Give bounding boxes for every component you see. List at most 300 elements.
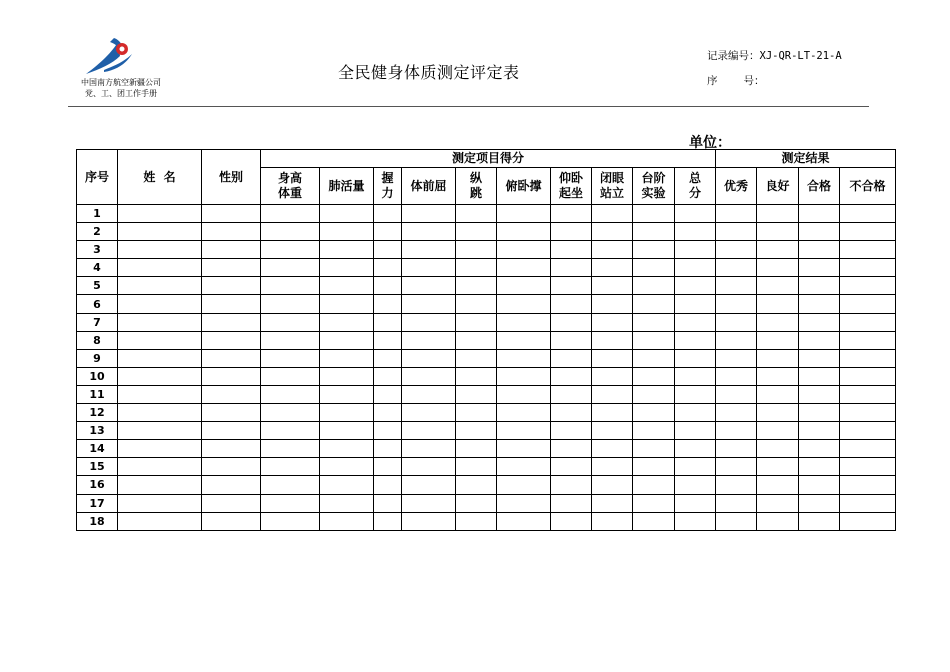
table-cell[interactable] — [202, 512, 261, 530]
table-cell[interactable] — [202, 458, 261, 476]
table-cell[interactable] — [456, 440, 497, 458]
table-cell[interactable] — [757, 349, 799, 367]
table-cell[interactable] — [633, 476, 675, 494]
table-cell[interactable] — [840, 277, 896, 295]
table-cell[interactable] — [497, 494, 551, 512]
table-cell[interactable] — [497, 259, 551, 277]
table-cell[interactable] — [757, 422, 799, 440]
table-cell[interactable] — [402, 458, 456, 476]
table-cell[interactable] — [551, 476, 592, 494]
table-cell[interactable] — [320, 367, 374, 385]
table-cell[interactable] — [675, 295, 716, 313]
item-total: 总 分 — [675, 168, 716, 205]
table-cell[interactable] — [840, 313, 896, 331]
table-cell[interactable] — [592, 223, 633, 241]
table-cell[interactable] — [675, 259, 716, 277]
table-cell[interactable] — [497, 277, 551, 295]
table-cell[interactable] — [202, 295, 261, 313]
table-cell[interactable] — [757, 512, 799, 530]
table-cell[interactable] — [840, 349, 896, 367]
table-cell[interactable] — [840, 367, 896, 385]
table-cell[interactable] — [202, 385, 261, 403]
table-cell[interactable] — [551, 205, 592, 223]
table-cell[interactable] — [716, 512, 757, 530]
table-cell[interactable] — [799, 512, 840, 530]
table-cell[interactable] — [374, 259, 402, 277]
table-cell[interactable] — [840, 259, 896, 277]
table-cell[interactable] — [799, 259, 840, 277]
table-cell[interactable] — [633, 223, 675, 241]
table-cell[interactable] — [402, 404, 456, 422]
table-cell[interactable] — [840, 241, 896, 259]
table-cell[interactable] — [118, 367, 202, 385]
table-cell[interactable] — [551, 422, 592, 440]
table-cell[interactable] — [402, 385, 456, 403]
table-cell[interactable] — [551, 331, 592, 349]
table-cell[interactable] — [675, 277, 716, 295]
table-cell[interactable] — [456, 494, 497, 512]
table-cell[interactable] — [675, 422, 716, 440]
table-cell[interactable] — [592, 404, 633, 422]
table-cell[interactable] — [374, 313, 402, 331]
table-cell[interactable] — [202, 404, 261, 422]
table-cell[interactable] — [456, 476, 497, 494]
table-cell[interactable] — [633, 385, 675, 403]
table-cell[interactable] — [840, 205, 896, 223]
table-cell[interactable] — [374, 295, 402, 313]
table-cell[interactable] — [402, 512, 456, 530]
table-cell[interactable] — [118, 295, 202, 313]
table-cell[interactable] — [716, 404, 757, 422]
table-cell[interactable] — [402, 205, 456, 223]
table-cell[interactable] — [456, 313, 497, 331]
table-cell[interactable] — [118, 404, 202, 422]
table-cell[interactable] — [840, 440, 896, 458]
table-cell[interactable] — [675, 331, 716, 349]
table-cell[interactable] — [261, 385, 320, 403]
table-row — [77, 367, 896, 385]
table-cell[interactable] — [716, 295, 757, 313]
table-cell[interactable] — [716, 223, 757, 241]
table-cell[interactable] — [757, 385, 799, 403]
table-cell[interactable] — [118, 349, 202, 367]
table-cell[interactable] — [374, 205, 402, 223]
table-cell[interactable] — [320, 476, 374, 494]
table-cell[interactable] — [675, 313, 716, 331]
table-cell[interactable] — [118, 331, 202, 349]
table-cell[interactable] — [633, 205, 675, 223]
table-cell[interactable] — [202, 422, 261, 440]
row-number: 8 — [77, 331, 118, 349]
row-number: 10 — [77, 367, 118, 385]
table-cell[interactable] — [402, 331, 456, 349]
table-cell[interactable] — [202, 277, 261, 295]
table-cell[interactable] — [402, 349, 456, 367]
table-cell[interactable] — [757, 241, 799, 259]
table-cell[interactable] — [716, 476, 757, 494]
table-cell[interactable] — [757, 277, 799, 295]
table-cell[interactable] — [320, 295, 374, 313]
table-cell[interactable] — [633, 494, 675, 512]
table-cell[interactable] — [840, 422, 896, 440]
table-cell[interactable] — [716, 494, 757, 512]
table-cell[interactable] — [456, 458, 497, 476]
table-cell[interactable] — [320, 241, 374, 259]
table-cell[interactable] — [497, 241, 551, 259]
table-cell[interactable] — [633, 277, 675, 295]
table-cell[interactable] — [374, 404, 402, 422]
table-cell[interactable] — [592, 277, 633, 295]
table-cell[interactable] — [374, 241, 402, 259]
table-cell[interactable] — [456, 349, 497, 367]
table-cell[interactable] — [456, 277, 497, 295]
table-cell[interactable] — [497, 223, 551, 241]
table-cell[interactable] — [799, 313, 840, 331]
table-cell[interactable] — [757, 223, 799, 241]
table-cell[interactable] — [261, 440, 320, 458]
table-cell[interactable] — [592, 259, 633, 277]
table-cell[interactable] — [320, 259, 374, 277]
table-cell[interactable] — [551, 277, 592, 295]
table-cell[interactable] — [551, 349, 592, 367]
table-cell[interactable] — [497, 385, 551, 403]
table-row — [77, 241, 896, 259]
table-cell[interactable] — [799, 385, 840, 403]
table-cell[interactable] — [716, 440, 757, 458]
table-cell[interactable] — [675, 349, 716, 367]
table-cell[interactable] — [374, 422, 402, 440]
table-row — [77, 295, 896, 313]
table-cell[interactable] — [716, 241, 757, 259]
table-cell[interactable] — [402, 422, 456, 440]
table-cell[interactable] — [633, 295, 675, 313]
table-cell[interactable] — [716, 259, 757, 277]
table-cell[interactable] — [202, 367, 261, 385]
table-cell[interactable] — [551, 458, 592, 476]
table-cell[interactable] — [261, 404, 320, 422]
table-cell[interactable] — [716, 331, 757, 349]
table-cell[interactable] — [118, 277, 202, 295]
table-cell[interactable] — [675, 512, 716, 530]
table-cell[interactable] — [799, 205, 840, 223]
table-cell[interactable] — [799, 404, 840, 422]
table-cell[interactable] — [118, 494, 202, 512]
item-vertical-jump: 纵 跳 — [456, 168, 497, 205]
table-cell[interactable] — [675, 241, 716, 259]
table-cell[interactable] — [497, 313, 551, 331]
table-cell[interactable] — [261, 422, 320, 440]
table-cell[interactable] — [840, 404, 896, 422]
table-cell[interactable] — [456, 404, 497, 422]
table-cell[interactable] — [456, 512, 497, 530]
table-cell[interactable] — [261, 349, 320, 367]
table-cell[interactable] — [592, 331, 633, 349]
table-cell[interactable] — [118, 440, 202, 458]
table-cell[interactable] — [402, 494, 456, 512]
table-row — [77, 440, 896, 458]
table-cell[interactable] — [320, 313, 374, 331]
table-cell[interactable] — [261, 494, 320, 512]
table-cell[interactable] — [592, 313, 633, 331]
table-cell[interactable] — [551, 440, 592, 458]
table-cell[interactable] — [633, 241, 675, 259]
table-cell[interactable] — [497, 331, 551, 349]
table-cell[interactable] — [675, 205, 716, 223]
table-cell[interactable] — [799, 331, 840, 349]
item-situp: 仰卧 起坐 — [551, 168, 592, 205]
table-cell[interactable] — [675, 458, 716, 476]
table-cell[interactable] — [497, 205, 551, 223]
table-cell[interactable] — [261, 476, 320, 494]
table-cell[interactable] — [497, 458, 551, 476]
table-cell[interactable] — [261, 512, 320, 530]
table-cell[interactable] — [118, 205, 202, 223]
table-cell[interactable] — [633, 422, 675, 440]
table-cell[interactable] — [402, 367, 456, 385]
table-cell[interactable] — [633, 331, 675, 349]
table-cell[interactable] — [840, 476, 896, 494]
table-cell[interactable] — [497, 512, 551, 530]
table-cell[interactable] — [202, 259, 261, 277]
table-cell[interactable] — [799, 295, 840, 313]
table-cell[interactable] — [633, 349, 675, 367]
table-cell[interactable] — [261, 223, 320, 241]
table-cell[interactable] — [675, 440, 716, 458]
table-cell[interactable] — [202, 331, 261, 349]
table-cell[interactable] — [716, 458, 757, 476]
table-cell[interactable] — [757, 259, 799, 277]
table-cell[interactable] — [202, 205, 261, 223]
table-cell[interactable] — [320, 458, 374, 476]
table-cell[interactable] — [757, 476, 799, 494]
table-cell[interactable] — [592, 385, 633, 403]
table-cell[interactable] — [840, 385, 896, 403]
table-cell[interactable] — [840, 295, 896, 313]
table-cell[interactable] — [799, 422, 840, 440]
table-cell[interactable] — [202, 223, 261, 241]
table-cell[interactable] — [202, 349, 261, 367]
table-cell[interactable] — [456, 331, 497, 349]
table-cell[interactable] — [320, 440, 374, 458]
table-cell[interactable] — [261, 367, 320, 385]
table-cell[interactable] — [402, 277, 456, 295]
table-cell[interactable] — [118, 458, 202, 476]
table-cell[interactable] — [840, 458, 896, 476]
table-cell[interactable] — [675, 476, 716, 494]
table-cell[interactable] — [633, 458, 675, 476]
table-cell[interactable] — [592, 440, 633, 458]
table-cell[interactable] — [456, 259, 497, 277]
table-cell[interactable] — [497, 404, 551, 422]
table-cell[interactable] — [757, 295, 799, 313]
table-cell[interactable] — [716, 422, 757, 440]
table-cell[interactable] — [675, 223, 716, 241]
table-cell[interactable] — [202, 241, 261, 259]
table-cell[interactable] — [320, 404, 374, 422]
table-cell[interactable] — [799, 494, 840, 512]
table-cell[interactable] — [320, 349, 374, 367]
table-cell[interactable] — [402, 313, 456, 331]
table-cell[interactable] — [202, 476, 261, 494]
table-cell[interactable] — [633, 512, 675, 530]
table-cell[interactable] — [118, 385, 202, 403]
table-cell[interactable] — [497, 476, 551, 494]
table-cell[interactable] — [675, 494, 716, 512]
table-cell[interactable] — [592, 205, 633, 223]
table-cell[interactable] — [592, 494, 633, 512]
table-cell[interactable] — [840, 223, 896, 241]
table-cell[interactable] — [118, 313, 202, 331]
table-cell[interactable] — [633, 367, 675, 385]
table-cell[interactable] — [633, 404, 675, 422]
table-cell[interactable] — [551, 404, 592, 422]
table-cell[interactable] — [320, 205, 374, 223]
table-cell[interactable] — [633, 259, 675, 277]
table-cell[interactable] — [497, 349, 551, 367]
table-cell[interactable] — [716, 385, 757, 403]
table-cell[interactable] — [456, 241, 497, 259]
table-cell[interactable] — [374, 277, 402, 295]
table-cell[interactable] — [757, 367, 799, 385]
table-cell[interactable] — [402, 241, 456, 259]
table-cell[interactable] — [118, 422, 202, 440]
table-row — [77, 476, 896, 494]
table-cell[interactable] — [840, 512, 896, 530]
table-cell[interactable] — [675, 367, 716, 385]
table-cell[interactable] — [456, 295, 497, 313]
table-cell[interactable] — [799, 476, 840, 494]
table-cell[interactable] — [456, 422, 497, 440]
table-cell[interactable] — [497, 367, 551, 385]
table-cell[interactable] — [374, 385, 402, 403]
table-cell[interactable] — [592, 512, 633, 530]
table-cell[interactable] — [799, 440, 840, 458]
table-cell[interactable] — [799, 277, 840, 295]
table-cell[interactable] — [374, 512, 402, 530]
table-cell[interactable] — [497, 440, 551, 458]
table-cell[interactable] — [261, 295, 320, 313]
table-cell[interactable] — [757, 494, 799, 512]
table-cell[interactable] — [261, 458, 320, 476]
table-cell[interactable] — [402, 223, 456, 241]
table-cell[interactable] — [799, 223, 840, 241]
table-cell[interactable] — [757, 440, 799, 458]
table-cell[interactable] — [799, 241, 840, 259]
table-cell[interactable] — [320, 277, 374, 295]
table-cell[interactable] — [551, 367, 592, 385]
table-cell[interactable] — [456, 205, 497, 223]
table-cell[interactable] — [320, 512, 374, 530]
table-cell[interactable] — [402, 440, 456, 458]
table-cell[interactable] — [261, 331, 320, 349]
table-cell[interactable] — [374, 367, 402, 385]
table-cell[interactable] — [261, 205, 320, 223]
table-cell[interactable] — [551, 241, 592, 259]
table-cell[interactable] — [320, 385, 374, 403]
table-cell[interactable] — [374, 440, 402, 458]
table-cell[interactable] — [374, 476, 402, 494]
table-cell[interactable] — [261, 277, 320, 295]
table-cell[interactable] — [374, 458, 402, 476]
table-cell[interactable] — [261, 259, 320, 277]
table-cell[interactable] — [592, 367, 633, 385]
table-cell[interactable] — [757, 458, 799, 476]
table-cell[interactable] — [799, 349, 840, 367]
table-cell[interactable] — [716, 367, 757, 385]
table-cell[interactable] — [799, 458, 840, 476]
table-cell[interactable] — [551, 385, 592, 403]
table-cell[interactable] — [757, 331, 799, 349]
table-cell[interactable] — [320, 223, 374, 241]
table-cell[interactable] — [551, 494, 592, 512]
table-cell[interactable] — [118, 241, 202, 259]
table-cell[interactable] — [497, 422, 551, 440]
row-number: 14 — [77, 440, 118, 458]
table-cell[interactable] — [551, 295, 592, 313]
table-cell[interactable] — [551, 313, 592, 331]
table-cell[interactable] — [716, 277, 757, 295]
table-cell[interactable] — [592, 241, 633, 259]
table-cell[interactable] — [456, 385, 497, 403]
table-cell[interactable] — [551, 223, 592, 241]
table-cell[interactable] — [592, 295, 633, 313]
table-cell[interactable] — [551, 259, 592, 277]
table-cell[interactable] — [497, 295, 551, 313]
table-cell[interactable] — [716, 313, 757, 331]
table-cell[interactable] — [118, 223, 202, 241]
table-cell[interactable] — [799, 367, 840, 385]
table-cell[interactable] — [118, 476, 202, 494]
table-cell[interactable] — [202, 440, 261, 458]
table-cell[interactable] — [757, 404, 799, 422]
table-cell[interactable] — [551, 512, 592, 530]
table-cell[interactable] — [633, 313, 675, 331]
table-cell[interactable] — [456, 367, 497, 385]
table-cell[interactable] — [592, 476, 633, 494]
table-cell[interactable] — [840, 494, 896, 512]
table-cell[interactable] — [402, 259, 456, 277]
table-cell[interactable] — [320, 422, 374, 440]
table-cell[interactable] — [402, 295, 456, 313]
table-cell[interactable] — [118, 512, 202, 530]
table-cell[interactable] — [716, 205, 757, 223]
table-cell[interactable] — [320, 494, 374, 512]
table-cell[interactable] — [757, 205, 799, 223]
table-cell[interactable] — [402, 476, 456, 494]
table-cell[interactable] — [374, 223, 402, 241]
table-cell[interactable] — [456, 223, 497, 241]
table-cell[interactable] — [320, 331, 374, 349]
table-cell[interactable] — [261, 313, 320, 331]
table-cell[interactable] — [716, 349, 757, 367]
table-cell[interactable] — [374, 331, 402, 349]
item-grip: 握 力 — [374, 168, 402, 205]
table-cell[interactable] — [592, 458, 633, 476]
table-cell[interactable] — [202, 494, 261, 512]
table-cell[interactable] — [592, 422, 633, 440]
table-cell[interactable] — [633, 440, 675, 458]
table-cell[interactable] — [675, 385, 716, 403]
table-cell[interactable] — [675, 404, 716, 422]
table-cell[interactable] — [374, 349, 402, 367]
table-cell[interactable] — [118, 259, 202, 277]
table-cell[interactable] — [202, 313, 261, 331]
table-cell[interactable] — [840, 331, 896, 349]
table-cell[interactable] — [757, 313, 799, 331]
table-cell[interactable] — [374, 494, 402, 512]
table-cell[interactable] — [261, 241, 320, 259]
table-cell[interactable] — [592, 349, 633, 367]
